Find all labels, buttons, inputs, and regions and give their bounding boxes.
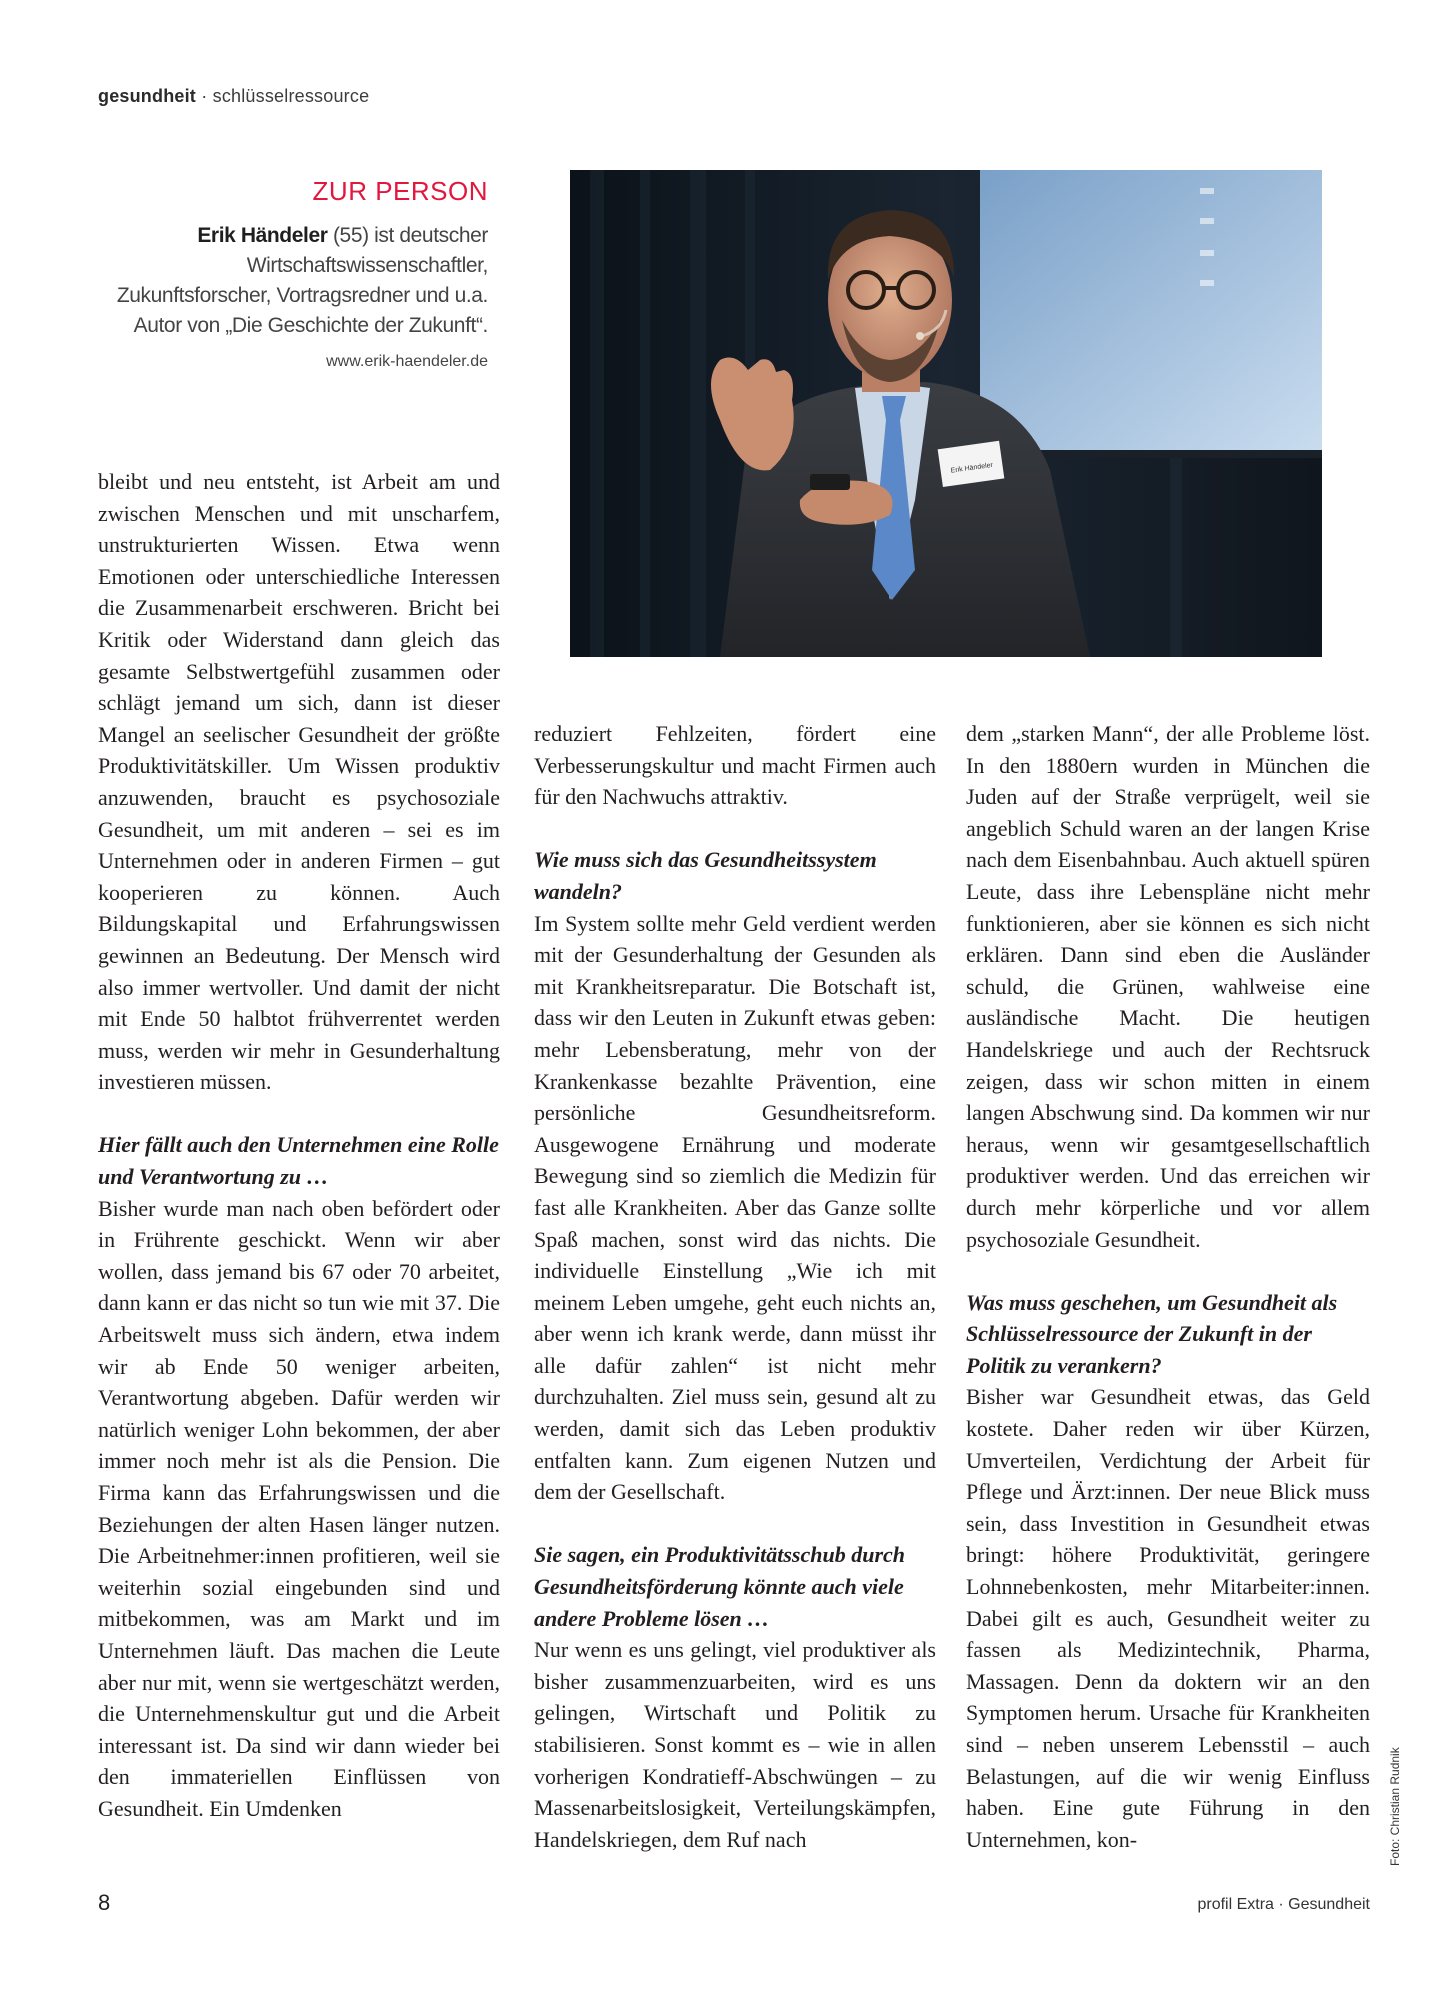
projection-screen — [980, 170, 1322, 450]
paragraph: Bisher war Gesundheit etwas, das Geld kostete. Daher reden wir über Kürzen, Umverteilen, Verdichtung der Arbeit für Pflege und Ärzt:innen. Der neue Blick muss sein, dass Investition in Gesundheit etwas bringt: höhere Produktivität, geringere Lohnnebenkosten, mehr Mitarbeiter:innen. Dabei gilt es auch, Gesundheit weiter zu fassen als Medizintechnik, Pharma, Massagen. Denn da doktern wir an den Symptomen herum. Ursache für Krankheiten sind – neben unserem Lebensstil – auch Belastungen, auf die wir wenig Einfluss haben. Eine gute Führung in den Unternehmen, kon- — [966, 1384, 1370, 1852]
article-column-1 — [98, 466, 500, 1825]
bio-description: (55) ist deutscher Wirtschaftswissenschaftler, Zukunftsforscher, Vortragsredner und u.a. Autor von „Die Geschichte der Zukunft“. — [116, 224, 488, 337]
photo-illustration — [570, 170, 1322, 657]
interview-question: Sie sagen, ein Produktivitätsschub durch Gesundheitsförderung könnte auch viele andere Probleme lösen … — [534, 1542, 906, 1631]
interview-question: Hier fällt auch den Unternehmen eine Rolle und Verantwortung zu … — [98, 1132, 499, 1190]
paragraph: reduziert Fehlzeiten, fördert eine Verbesserungskultur und macht Firmen auch für den Nachwuchs attraktiv. — [534, 721, 936, 810]
paragraph: dem „starken Mann“, der alle Probleme löst. In den 1880ern wurden in München die Juden auf der Straße verprügelt, weil sie angeblich Schuld waren an der langen Krise nach dem Eisenbahnbau. Auch aktuell spüren Leute, dass ihre Lebenspläne nicht mehr funktionieren, aber sie können es sich nicht erklären. Dann sind eben die Ausländer schuld, die Grünen, wahlweise eine ausländische Macht. Die heutigen Handelskriege und auch der Rechtsruck zeigen, dass wir schon mitten in einem langen Abschwung sind. Da kommen wir nur heraus, wenn wir gesamtgesellschaftlich produktiver werden. Und das erreichen wir durch mehr körperliche und vor allem psychosoziale Gesundheit. — [966, 721, 1370, 1252]
page-number: 8 — [98, 1890, 111, 1915]
paragraph: Nur wenn es uns gelingt, viel produktiver als bisher zusammenzuarbeiten, wird es uns gelingen, Wirtschaft und Politik zu stabilisieren. Sonst kommt es – wie in allen vorherigen Kondratieff-Abschwüngen – zu Massenarbeitslosigkeit, Verteilungskämpfen, Handelskriegen, dem Ruf nach — [534, 1637, 936, 1852]
bio-url[interactable]: www.erik-haendeler.de — [326, 353, 488, 370]
photo-credit: Foto: Christian Rudnik — [1388, 1747, 1402, 1866]
topic-label: schlüsselressource — [212, 86, 370, 106]
bio-text — [98, 221, 488, 341]
badge-text: Erik Händeler — [950, 461, 994, 475]
running-head — [98, 86, 369, 107]
bio-name: Erik Händeler — [197, 224, 328, 247]
clicker — [810, 474, 850, 490]
article-column-2 — [534, 718, 936, 1855]
interview-question: Was muss geschehen, um Gesundheit als Schlüsselressource der Zukunft in der Politik zu verankern? — [966, 1289, 1338, 1378]
portrait-photo — [570, 170, 1322, 657]
publication-footer: profil Extra · Gesundheit — [1197, 1896, 1370, 1913]
bio-title: ZUR PERSON — [312, 176, 488, 206]
bio-box — [98, 176, 488, 371]
separator: · — [196, 86, 213, 106]
interview-question: Wie muss sich das Gesundheitssystem wandeln? — [534, 847, 877, 904]
article-column-3 — [966, 718, 1370, 1855]
paragraph: Bisher wurde man nach oben befördert oder in Frührente geschickt. Wenn wir aber wollen, dass jemand bis 67 oder 70 arbeitet, dann kann er das nicht so tun wie mit 37. Die Arbeitswelt muss sich ändern, etwa indem wir ab Ende 50 weniger arbeiten, Verantwortung abgeben. Dafür werden wir natürlich weniger Lohn bekommen, der aber immer noch mehr ist als die Pension. Die Firma kann das Erfahrungswissen und die Beziehungen der alten Hasen länger nutzen. Die Arbeitnehmer:innen profitieren, weil sie weiterhin sozial eingebunden sind und mitbekommen, was am Markt und im Unternehmen läuft. Das machen die Leute aber nur mit, wenn sie wertgeschätzt werden, die Unternehmenskultur gut und die Arbeit interessant ist. Da sind wir dann wieder bei den immateriellen Einflüssen von Gesundheit. Ein Umdenken — [98, 1195, 500, 1821]
section-label: gesundheit — [98, 86, 197, 106]
paragraph: Im System sollte mehr Geld verdient werden mit der Gesunderhaltung der Gesunden als mit Krankheitsreparatur. Die Botschaft ist, dass wir den Leuten in Zukunft etwas geben: mehr Lebensberatung, mehr von der Krankenkasse bezahlte Prävention, eine persönliche Gesundheitsreform. Ausgewogene Ernährung und moderate Bewegung sind so ziemlich die Medizin für fast alle Krankheiten. Aber das Ganze sollte Spaß machen, sonst wird das nichts. Die individuelle Einstellung „Wie ich mit meinem Leben umgehe, geht euch nichts an, aber wenn ich krank werde, dann müsst ihr alle dafür zahlen“ ist nicht mehr durchzuhalten. Ziel muss sein, gesund alt zu werden, damit sich das Leben produktiv entfalten kann. Zum eigenen Nutzen und dem der Gesellschaft. — [534, 910, 936, 1505]
paragraph: bleibt und neu entsteht, ist Arbeit am und zwischen Menschen und mit unscharfem, unstrukturierten Wissen. Etwa wenn Emotionen oder unterschiedliche Interessen die Zusammenarbeit erschweren. Bricht bei Kritik oder Widerstand dann gleich das gesamte Selbstwertgefühl zusammen oder schlägt jemand um sich, dann ist dieser Mangel an seelischer Gesundheit der größte Produktivitätskiller. Um Wissen produktiv anzuwenden, braucht es psychosoziale Gesundheit, um mit anderen – sei es im Unternehmen oder in anderen Firmen – gut kooperieren zu können. Auch Bildungskapital und Erfahrungswissen gewinnen an Bedeutung. Der Mensch wird also immer wertvoller. Und damit der nicht mit Ende 50 halbtot frühverrentet werden muss, werden wir mehr in Gesunderhaltung investieren müssen. — [98, 469, 500, 1095]
